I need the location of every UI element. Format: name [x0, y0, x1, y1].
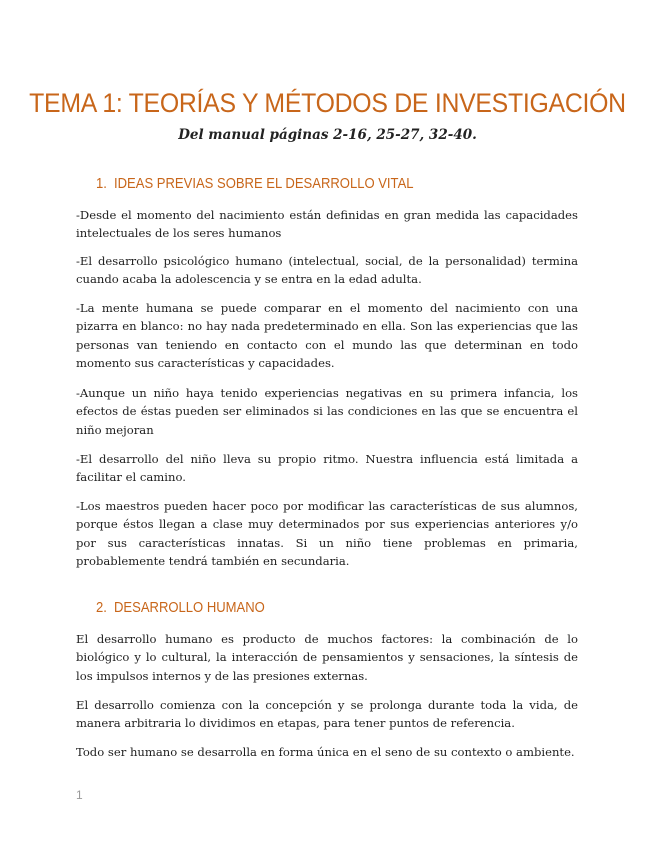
paragraph: -Aunque un niño haya tenido experiencias negativas en su primera infancia, los efectos de éstas pueden ser eliminados si las condiciones en las que se encuentra el niño mejoran: [76, 386, 578, 437]
section-heading-1: [96, 175, 414, 193]
section-title: DESARROLLO HUMANO: [114, 600, 265, 616]
document-title: TEMA 1: TEORÍAS Y MÉTODOS DE INVESTIGACIÓN: [29, 88, 626, 118]
paragraph: El desarrollo humano es producto de muchos factores: la combinación de lo biológico y lo cultural, la interacción de pensamientos y sensaciones, la síntesis de los impulsos internos y de las presiones externas.: [76, 632, 578, 683]
paragraph: -El desarrollo del niño lleva su propio ritmo. Nuestra influencia está limitada a facilitar el camino.: [76, 452, 578, 485]
section-number: 2.: [96, 600, 107, 616]
paragraph: El desarrollo comienza con la concepción y se prolonga durante toda la vida, de manera arbitraria lo dividimos en etapas, para tener puntos de referencia.: [76, 698, 578, 731]
section-title: IDEAS PREVIAS SOBRE EL DESARROLLO VITAL: [114, 176, 414, 192]
paragraph: -Desde el momento del nacimiento están definidas en gran medida las capacidades intelectuales de los seres humanos: [76, 208, 578, 241]
page-number: 1: [76, 788, 83, 802]
document-subtitle: Del manual páginas 2-16, 25-27, 32-40.: [178, 127, 477, 143]
paragraph: -El desarrollo psicológico humano (intelectual, social, de la personalidad) termina cuando acaba la adolescencia y se entra en la edad adulta.: [76, 254, 578, 287]
paragraph: -Los maestros pueden hacer poco por modificar las características de sus alumnos, porque éstos llegan a clase muy determinados por sus experiencias anteriores y/o por sus características innatas. Si un niño tiene problemas en primaria, probablemente tendrá también en secundaria.: [76, 499, 578, 568]
paragraph: -La mente humana se puede comparar en el momento del nacimiento con una pizarra en blanco: no hay nada predeterminado en ella. Son las experiencias que las personas van teniendo en contacto con el mundo las que determinan en todo momento sus características y capacidades.: [76, 301, 578, 370]
paragraph: Todo ser humano se desarrolla en forma única en el seno de su contexto o ambiente.: [76, 745, 575, 759]
section-number: 1.: [96, 176, 107, 192]
section-heading-2: [96, 599, 265, 617]
